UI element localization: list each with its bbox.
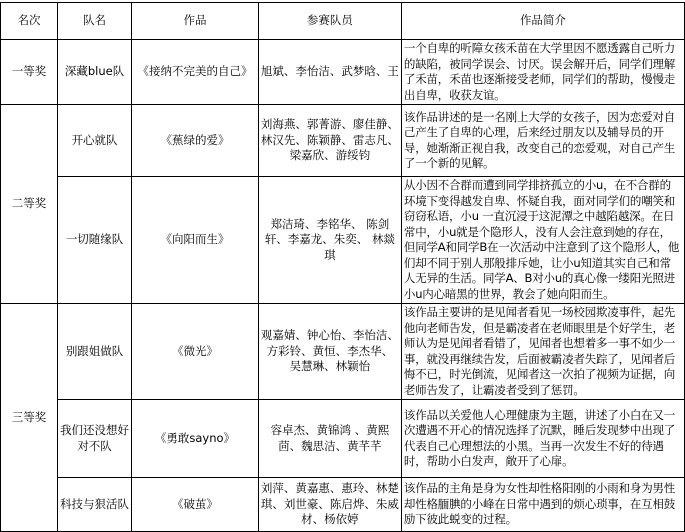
description-cell: 该作品的主角是身为女性却性格阳刚的小雨和身为男性却性格腼腆的小峰在日常中遇到的烦心琐事，在互相鼓励下彼此蜕变的过程。 — [401, 478, 684, 532]
members-cell: 观嘉婧、钟心怡、李怡洁、方彩铃、黄恒、李杰华、 吴慧琳、林颖怡 — [258, 304, 401, 400]
members-cell: 容卓杰、黄锦鸿 、黄熙茴、魏思洁、黄芊芊 — [258, 400, 401, 478]
table-row — [1, 478, 685, 532]
work-cell: 《接纳不完美的自己》 — [132, 40, 259, 105]
description-cell: 该作品讲述的是一名刚上大学的女孩子，因为恋爱对自己产生了自卑的心理，后来经过朋友以及辅导员的开导，她渐渐正视自我，改变自己的恋爱观，对自己产生了一个新的见解。 — [401, 105, 684, 177]
header-team: 队名 — [58, 3, 132, 40]
team-cell: 别跟姐做队 — [58, 304, 132, 400]
work-cell: 《微光》 — [132, 304, 259, 400]
table-row — [1, 400, 685, 478]
work-cell: 《勇敢sayno》 — [132, 400, 259, 478]
header-row — [1, 3, 685, 40]
header-work: 作品 — [132, 3, 259, 40]
header-description: 作品简介 — [401, 3, 684, 40]
members-cell: 刘萍、黄嘉惠、惠玲、林楚琪、刘世豪、陈启烨、朱威材、杨依婷 — [258, 478, 401, 532]
team-cell: 深藏blue队 — [58, 40, 132, 105]
team-cell: 一切随缘队 — [58, 177, 132, 304]
members-cell: 旭斌、李怡洁、武梦晗、王 — [258, 40, 401, 105]
description-cell: 从小因不合群而遭到同学排挤孤立的小u，在不合群的环境下变得越发自卑、怀疑自我，面对同学们的嘲笑和窃窃私语，小u 一直沉浸于这泥潭之中越陷越深。在日常中，小u就是个隐形人，没有人会注意到她的存在，但同学A和同学B在一次活动中注意到了这个隐形人，他们却不同于别人那般排斥她，让小u知道其实自己和常人无异的生活。同学A、B对小u的真心像一缕阳光照进小u内心暗黑的世界，教会了她向阳而生。 — [401, 177, 684, 304]
team-cell: 科技与狠活队 — [58, 478, 132, 532]
work-cell: 《向阳而生》 — [132, 177, 259, 304]
team-cell: 开心就队 — [58, 105, 132, 177]
table-row — [1, 304, 685, 400]
header-rank: 名次 — [1, 3, 58, 40]
header-members: 参赛队员 — [258, 3, 401, 40]
rank-cell-first: 一等奖 — [1, 40, 58, 105]
team-cell: 我们还没想好对不队 — [58, 400, 132, 478]
awards-table — [0, 2, 685, 532]
rank-cell-third: 三等奖 — [1, 304, 58, 532]
members-cell: 郑洁琦、李铭华、 陈剑轩、李嘉龙、朱奕、 林燚琪 — [258, 177, 401, 304]
table-row — [1, 40, 685, 105]
work-cell: 《蕉绿的爱》 — [132, 105, 259, 177]
table-row — [1, 105, 685, 177]
description-cell: 该作品以关爱他人心理健康为主题，讲述了小白在又一次遭遇不开心的情况选择了沉默，睡后发现梦中出现了代表自己心理想法的小黑。当再一次发生不好的待遇时，帮助小白发声，敞开了心扉。 — [401, 400, 684, 478]
work-cell: 《破茧》 — [132, 478, 259, 532]
rank-cell-second: 二等奖 — [1, 105, 58, 304]
description-cell: 该作品主要讲的是见闻者看见一场校园欺凌事件，起先他向老师告发，但是霸凌者在老师眼里是个好学生，老师认为是见闻者看错了，见闻者也想着多一事不如少一事，就没再继续告发，后面被霸凌者失踪了，见闻者后悔不已，时光倒流，见闻者这一次拍了视频为证据，向老师告发了，让霸凌者受到了惩罚。 — [401, 304, 684, 400]
description-cell: 一个自卑的听障女孩禾苗在大学里因不愿透露自己听力的缺陷，被同学误会、讨厌。误会解开后，同学们理解了禾苗，禾苗也逐渐接受老师，同学们的帮助，慢慢走出自卑，收获友谊。 — [401, 40, 684, 105]
members-cell: 刘海燕、郭菁游、廖佳静、林汉先、陈颖静、雷志凡、 梁嘉欣、游绥钧 — [258, 105, 401, 177]
table-row — [1, 177, 685, 304]
